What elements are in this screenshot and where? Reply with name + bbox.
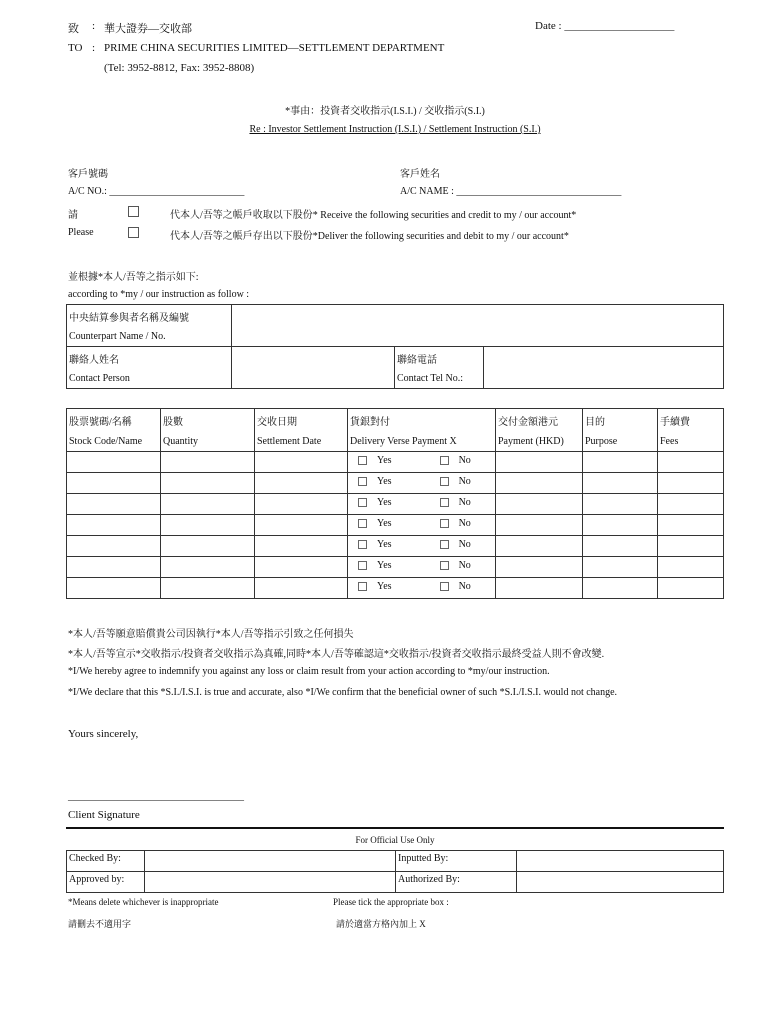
header-stock-code — [67, 409, 161, 452]
stock-code-cell[interactable] — [67, 452, 161, 473]
dvp-yes-label: Yes — [377, 539, 392, 550]
purpose-cell[interactable] — [583, 578, 658, 599]
checked-by-field[interactable] — [145, 851, 396, 872]
account-name-field[interactable]: A/C NAME : _________________________________ — [400, 186, 622, 197]
dvp-cell — [348, 578, 496, 599]
header-stock-code-cn: 股票號碼/名稱 — [69, 417, 132, 428]
account-number-label-cn: 客戶號碼 — [68, 169, 108, 180]
header-dvp-en: Delivery Verse Payment X — [350, 436, 457, 447]
dvp-yes-label: Yes — [377, 518, 392, 529]
dvp-yes-label: Yes — [377, 581, 392, 592]
instruction-cn: 並根據*本人/吾等之指示如下: — [68, 272, 199, 283]
dvp-no-checkbox[interactable] — [440, 582, 449, 591]
securities-row — [67, 494, 724, 515]
counterpart-name-label — [67, 305, 232, 347]
settlement-date-cell[interactable] — [255, 515, 348, 536]
fees-cell[interactable] — [658, 494, 724, 515]
securities-table — [66, 408, 724, 599]
please-label-en: Please — [68, 227, 94, 238]
company-name-en: PRIME CHINA SECURITIES LIMITED—SETTLEMENT DEPARTMENT — [104, 42, 445, 54]
contact-tel-field[interactable] — [484, 347, 724, 389]
dvp-no-label: No — [458, 497, 471, 508]
header-settlement-date-en: Settlement Date — [257, 436, 322, 447]
dvp-cell — [348, 452, 496, 473]
quantity-cell[interactable] — [161, 536, 255, 557]
stock-code-cell[interactable] — [67, 473, 161, 494]
settlement-date-cell[interactable] — [255, 494, 348, 515]
deliver-option-label: 代本人/吾等之帳戶存出以下股份*Deliver the following securities and debit to my / our account* — [170, 231, 569, 242]
payment-cell[interactable] — [496, 578, 583, 599]
header-stock-code-en: Stock Code/Name — [69, 436, 143, 447]
payment-cell[interactable] — [496, 515, 583, 536]
authorized-by-label: Authorized By: — [396, 872, 517, 893]
dvp-yes-checkbox[interactable] — [358, 519, 367, 528]
counterpart-name-label-cn: 中央結算參與者名稱及編號 — [69, 313, 189, 324]
to-prefix-en: TO — [68, 42, 83, 54]
dvp-no-checkbox[interactable] — [440, 519, 449, 528]
payment-cell[interactable] — [496, 473, 583, 494]
official-use-table — [66, 850, 724, 893]
payment-cell[interactable] — [496, 557, 583, 578]
purpose-cell[interactable] — [583, 452, 658, 473]
inputted-by-label: Inputted By: — [396, 851, 517, 872]
settlement-date-cell[interactable] — [255, 536, 348, 557]
stock-code-cell[interactable] — [67, 578, 161, 599]
dvp-no-checkbox[interactable] — [440, 540, 449, 549]
account-number-field[interactable]: A/C NO.: ___________________________ — [68, 186, 245, 197]
contact-person-label-en: Contact Person — [69, 373, 130, 384]
footnote-tick-cn: 請於適當方格內加上 X — [336, 919, 426, 929]
payment-cell[interactable] — [496, 494, 583, 515]
instruction-en: according to *my / our instruction as follow : — [68, 289, 250, 300]
counterpart-table — [66, 304, 724, 389]
declaration-en-2: *I/We declare that this *S.I./I.S.I. is true and accurate, also *I/We confirm that the beneficial owner of such *S.I./I.S.I. would not change. — [68, 687, 618, 698]
payment-cell[interactable] — [496, 536, 583, 557]
quantity-cell[interactable] — [161, 473, 255, 494]
footnote-tick-en: Please tick the appropriate box : — [333, 897, 449, 907]
dvp-no-label: No — [458, 539, 471, 550]
contact-person-label-cn: 聯絡人姓名 — [69, 355, 119, 366]
counterpart-name-field[interactable] — [232, 305, 724, 347]
to-prefix-cn: 致 — [68, 23, 79, 35]
contact-tel-label-en: Contact Tel No.: — [397, 373, 464, 384]
settlement-date-cell[interactable] — [255, 578, 348, 599]
company-contact: (Tel: 3952-8812, Fax: 3952-8808) — [104, 62, 255, 74]
header-purpose-en: Purpose — [585, 436, 618, 447]
declaration-en-1: *I/We hereby agree to indemnify you against any loss or claim result from your action according to *my/our instruction. — [68, 666, 550, 677]
stock-code-cell[interactable] — [67, 536, 161, 557]
dvp-no-checkbox[interactable] — [440, 561, 449, 570]
securities-row — [67, 557, 724, 578]
settlement-date-cell[interactable] — [255, 557, 348, 578]
dvp-yes-checkbox[interactable] — [358, 498, 367, 507]
fees-cell[interactable] — [658, 557, 724, 578]
dvp-no-label: No — [458, 455, 471, 466]
purpose-cell[interactable] — [583, 536, 658, 557]
receive-option-label: 代本人/吾等之帳戶收取以下股份* Receive the following securities and credit to my / our account* — [170, 210, 577, 221]
header-settlement-date-cn: 交收日期 — [257, 417, 297, 428]
purpose-cell[interactable] — [583, 473, 658, 494]
declaration-cn-1: *本人/吾等願意賠償貴公司因執行*本人/吾等指示引致之任何損失 — [68, 629, 354, 640]
dvp-no-label: No — [458, 581, 471, 592]
quantity-cell[interactable] — [161, 557, 255, 578]
purpose-cell[interactable] — [583, 557, 658, 578]
inputted-by-field[interactable] — [517, 851, 724, 872]
quantity-cell[interactable] — [161, 494, 255, 515]
dvp-no-label: No — [458, 560, 471, 571]
dvp-cell — [348, 536, 496, 557]
counterpart-name-label-en: Counterpart Name / No. — [69, 331, 166, 342]
dvp-no-label: No — [458, 476, 471, 487]
stock-code-cell[interactable] — [67, 494, 161, 515]
quantity-cell[interactable] — [161, 578, 255, 599]
header-quantity-cn: 股數 — [163, 417, 183, 428]
header-dvp — [348, 409, 496, 452]
header-purpose — [583, 409, 658, 452]
dvp-yes-label: Yes — [377, 560, 392, 571]
header-purpose-cn: 目的 — [585, 417, 605, 428]
header-payment-cn: 交付金額港元 — [498, 417, 558, 428]
fees-cell[interactable] — [658, 452, 724, 473]
dvp-no-checkbox[interactable] — [440, 477, 449, 486]
dvp-no-checkbox[interactable] — [440, 456, 449, 465]
settlement-date-cell[interactable] — [255, 473, 348, 494]
dvp-no-checkbox[interactable] — [440, 498, 449, 507]
deliver-checkbox[interactable] — [128, 227, 139, 238]
securities-header-row — [67, 409, 724, 452]
header-fees — [658, 409, 724, 452]
dvp-yes-checkbox[interactable] — [358, 582, 367, 591]
securities-row — [67, 452, 724, 473]
dvp-yes-label: Yes — [377, 455, 392, 466]
purpose-cell[interactable] — [583, 494, 658, 515]
company-name-cn: 華大證券—交收部 — [104, 23, 192, 35]
settlement-date-cell[interactable] — [255, 452, 348, 473]
header-fees-cn: 手續費 — [660, 417, 690, 428]
quantity-cell[interactable] — [161, 452, 255, 473]
contact-person-label — [67, 347, 232, 389]
securities-row — [67, 473, 724, 494]
checked-by-label: Checked By: — [67, 851, 145, 872]
dvp-yes-checkbox[interactable] — [358, 456, 367, 465]
section-divider — [66, 827, 724, 829]
dvp-no-label: No — [458, 518, 471, 529]
dvp-yes-checkbox[interactable] — [358, 561, 367, 570]
securities-row — [67, 536, 724, 557]
header-quantity-en: Quantity — [163, 436, 198, 447]
stock-code-cell[interactable] — [67, 515, 161, 536]
closing-yours-sincerely: Yours sincerely, — [68, 728, 139, 740]
signature-line[interactable]: ________________________________ — [68, 790, 244, 802]
dvp-cell — [348, 494, 496, 515]
dvp-yes-checkbox[interactable] — [358, 477, 367, 486]
footnote-delete-en: *Means delete whichever is inappropriate — [68, 897, 219, 907]
please-label-cn: 請 — [68, 210, 78, 221]
fees-cell[interactable] — [658, 515, 724, 536]
header-quantity — [161, 409, 255, 452]
fees-cell[interactable] — [658, 578, 724, 599]
dvp-yes-checkbox[interactable] — [358, 540, 367, 549]
header-settlement-date — [255, 409, 348, 452]
subject-en: Re : Investor Settlement Instruction (I.S.I.) / Settlement Instruction (S.I.) — [249, 124, 541, 135]
quantity-cell[interactable] — [161, 515, 255, 536]
account-name-label-cn: 客戶姓名 — [400, 169, 440, 180]
header-payment-en: Payment (HKD) — [498, 436, 564, 447]
dvp-cell — [348, 473, 496, 494]
authorized-by-field[interactable] — [517, 872, 724, 893]
dvp-cell — [348, 515, 496, 536]
dvp-yes-label: Yes — [377, 476, 392, 487]
footnote-delete-cn: 請刪去不適用字 — [68, 919, 132, 929]
approved-by-label: Approved by: — [67, 872, 145, 893]
dvp-yes-label: Yes — [377, 497, 392, 508]
contact-person-field[interactable] — [232, 347, 395, 389]
header-payment — [496, 409, 583, 452]
fees-cell[interactable] — [658, 473, 724, 494]
contact-tel-label-cn: 聯絡電話 — [397, 355, 437, 366]
securities-row — [67, 578, 724, 599]
colon: : — [92, 42, 96, 54]
securities-row — [67, 515, 724, 536]
official-use-title: For Official Use Only — [355, 835, 435, 845]
fees-cell[interactable] — [658, 536, 724, 557]
colon: : — [92, 20, 96, 32]
stock-code-cell[interactable] — [67, 557, 161, 578]
purpose-cell[interactable] — [583, 515, 658, 536]
subject-cn: *事由：投資者交收指示(I.S.I.) / 交收指示(S.I.) — [285, 106, 485, 117]
client-signature-label: Client Signature — [68, 809, 140, 821]
header-fees-en: Fees — [660, 436, 679, 447]
approved-by-field[interactable] — [145, 872, 396, 893]
declaration-cn-2: *本人/吾等宣示*交收指示/投資者交收指示為真確,同時*本人/吾等確認這*交收指示/投資者交收指示最終受益人則不會改變. — [68, 649, 605, 660]
payment-cell[interactable] — [496, 452, 583, 473]
contact-tel-label — [395, 347, 484, 389]
date-field[interactable]: Date : ____________________ — [535, 20, 675, 32]
receive-checkbox[interactable] — [128, 206, 139, 217]
header-dvp-cn: 貨銀對付 — [350, 417, 390, 428]
dvp-cell — [348, 557, 496, 578]
